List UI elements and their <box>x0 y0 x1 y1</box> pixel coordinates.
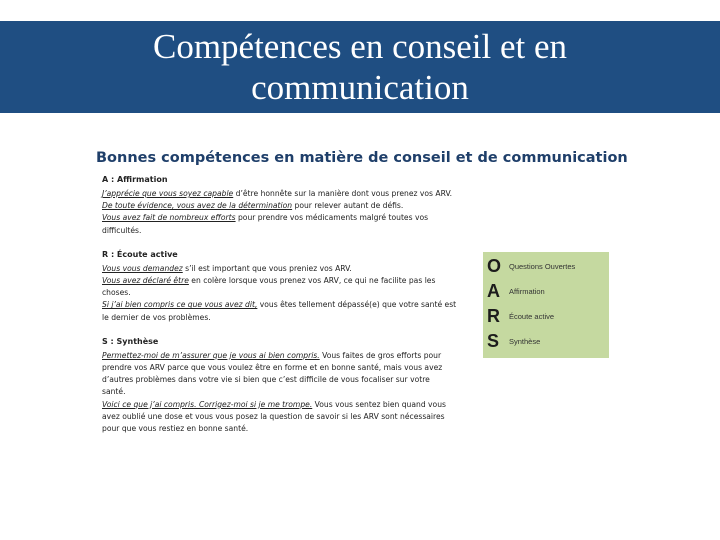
line-text: Vous faites de gros efforts pour <box>319 350 442 360</box>
text-line <box>102 188 470 200</box>
line-text: santé. <box>102 387 126 397</box>
underlined-phrase: Permettez-moi de m’assurer que je vous ai bien compris. <box>102 350 320 360</box>
underlined-phrase: Vous vous demandez <box>102 263 183 273</box>
line-text: d’autres problèmes dans votre vie si bien que c’est difficile de vous focaliser sur votre <box>102 375 430 385</box>
oars-row <box>487 256 575 277</box>
sections-column <box>96 175 470 435</box>
line-text: en colère lorsque vous prenez vos ARV, ce qui ne facilite pas les <box>188 276 436 286</box>
oars-letter: A <box>487 281 500 301</box>
section <box>102 250 470 324</box>
line-text: Vous vous sentez bien quand vous <box>312 399 446 409</box>
oars-word: Affirmation <box>509 287 545 296</box>
section-title: S : Synthèse <box>102 336 159 346</box>
oars-letter: O <box>487 256 502 276</box>
line-text: avez oublié une dose et vous vous posez la question de savoir si les ARV sont nécessaires <box>102 411 445 421</box>
text-line <box>102 263 470 275</box>
oars-word: Questions Ouvertes <box>509 262 576 271</box>
section-title: R : Écoute active <box>102 249 178 259</box>
oars-word: Synthèse <box>509 337 541 346</box>
line-text: vous êtes tellement dépassé(e) que votre santé est <box>257 300 457 310</box>
line-text: le dernier de vos problèmes. <box>102 312 211 322</box>
text-line <box>102 312 470 324</box>
section <box>102 337 470 435</box>
text-line <box>102 299 470 311</box>
text-line <box>102 423 470 435</box>
line-text: pour prendre vos médicaments malgré toutes vos <box>235 213 429 223</box>
title-bar <box>0 21 720 113</box>
underlined-phrase: Vous avez fait de nombreux efforts <box>102 213 236 223</box>
line-text: pour relever autant de défis. <box>292 201 404 211</box>
line-text: pour que vous restiez en bonne santé. <box>102 424 249 434</box>
text-line <box>102 275 470 287</box>
oars-word: Écoute active <box>509 312 555 321</box>
section <box>102 175 470 237</box>
oars-row <box>487 331 540 352</box>
text-line <box>102 350 470 362</box>
underlined-phrase: De toute évidence, vous avez de la détermination <box>102 201 293 211</box>
line-text: prendre vos ARV parce que vous voulez être en forme et en bonne santé, mais vous avez <box>102 363 443 373</box>
text-line <box>102 225 470 237</box>
text-line <box>102 374 470 386</box>
slide-title: Compétences en conseil et en communication <box>152 27 568 107</box>
section-title: A : Affirmation <box>102 175 168 184</box>
content-heading: Bonnes compétences en matière de conseil et de communication <box>96 150 628 166</box>
oars-letter: R <box>487 306 500 326</box>
text-line <box>102 287 470 299</box>
line-text: d’être honnête sur la manière dont vous prenez vos ARV. <box>233 189 453 198</box>
underlined-phrase: Vous avez déclaré être <box>102 276 189 286</box>
text-line <box>102 399 470 411</box>
text-line <box>102 362 470 374</box>
line-text: difficultés. <box>102 225 142 235</box>
text-line <box>102 386 470 398</box>
line-text: s’il est important que vous preniez vos ARV. <box>182 263 352 273</box>
text-line <box>102 200 470 212</box>
text-line <box>102 411 470 423</box>
oars-box <box>483 252 609 358</box>
underlined-phrase: Voici ce que j’ai compris. Corrigez-moi si je me trompe. <box>102 399 313 409</box>
text-line <box>102 212 470 224</box>
underlined-phrase: Si j’ai bien compris ce que vous avez dit, <box>102 300 258 310</box>
oars-letter: S <box>487 331 500 351</box>
underlined-phrase: J’apprécie que vous soyez capable <box>102 189 234 198</box>
line-text: choses. <box>102 288 131 298</box>
oars-row <box>487 281 545 302</box>
oars-row <box>487 306 554 327</box>
